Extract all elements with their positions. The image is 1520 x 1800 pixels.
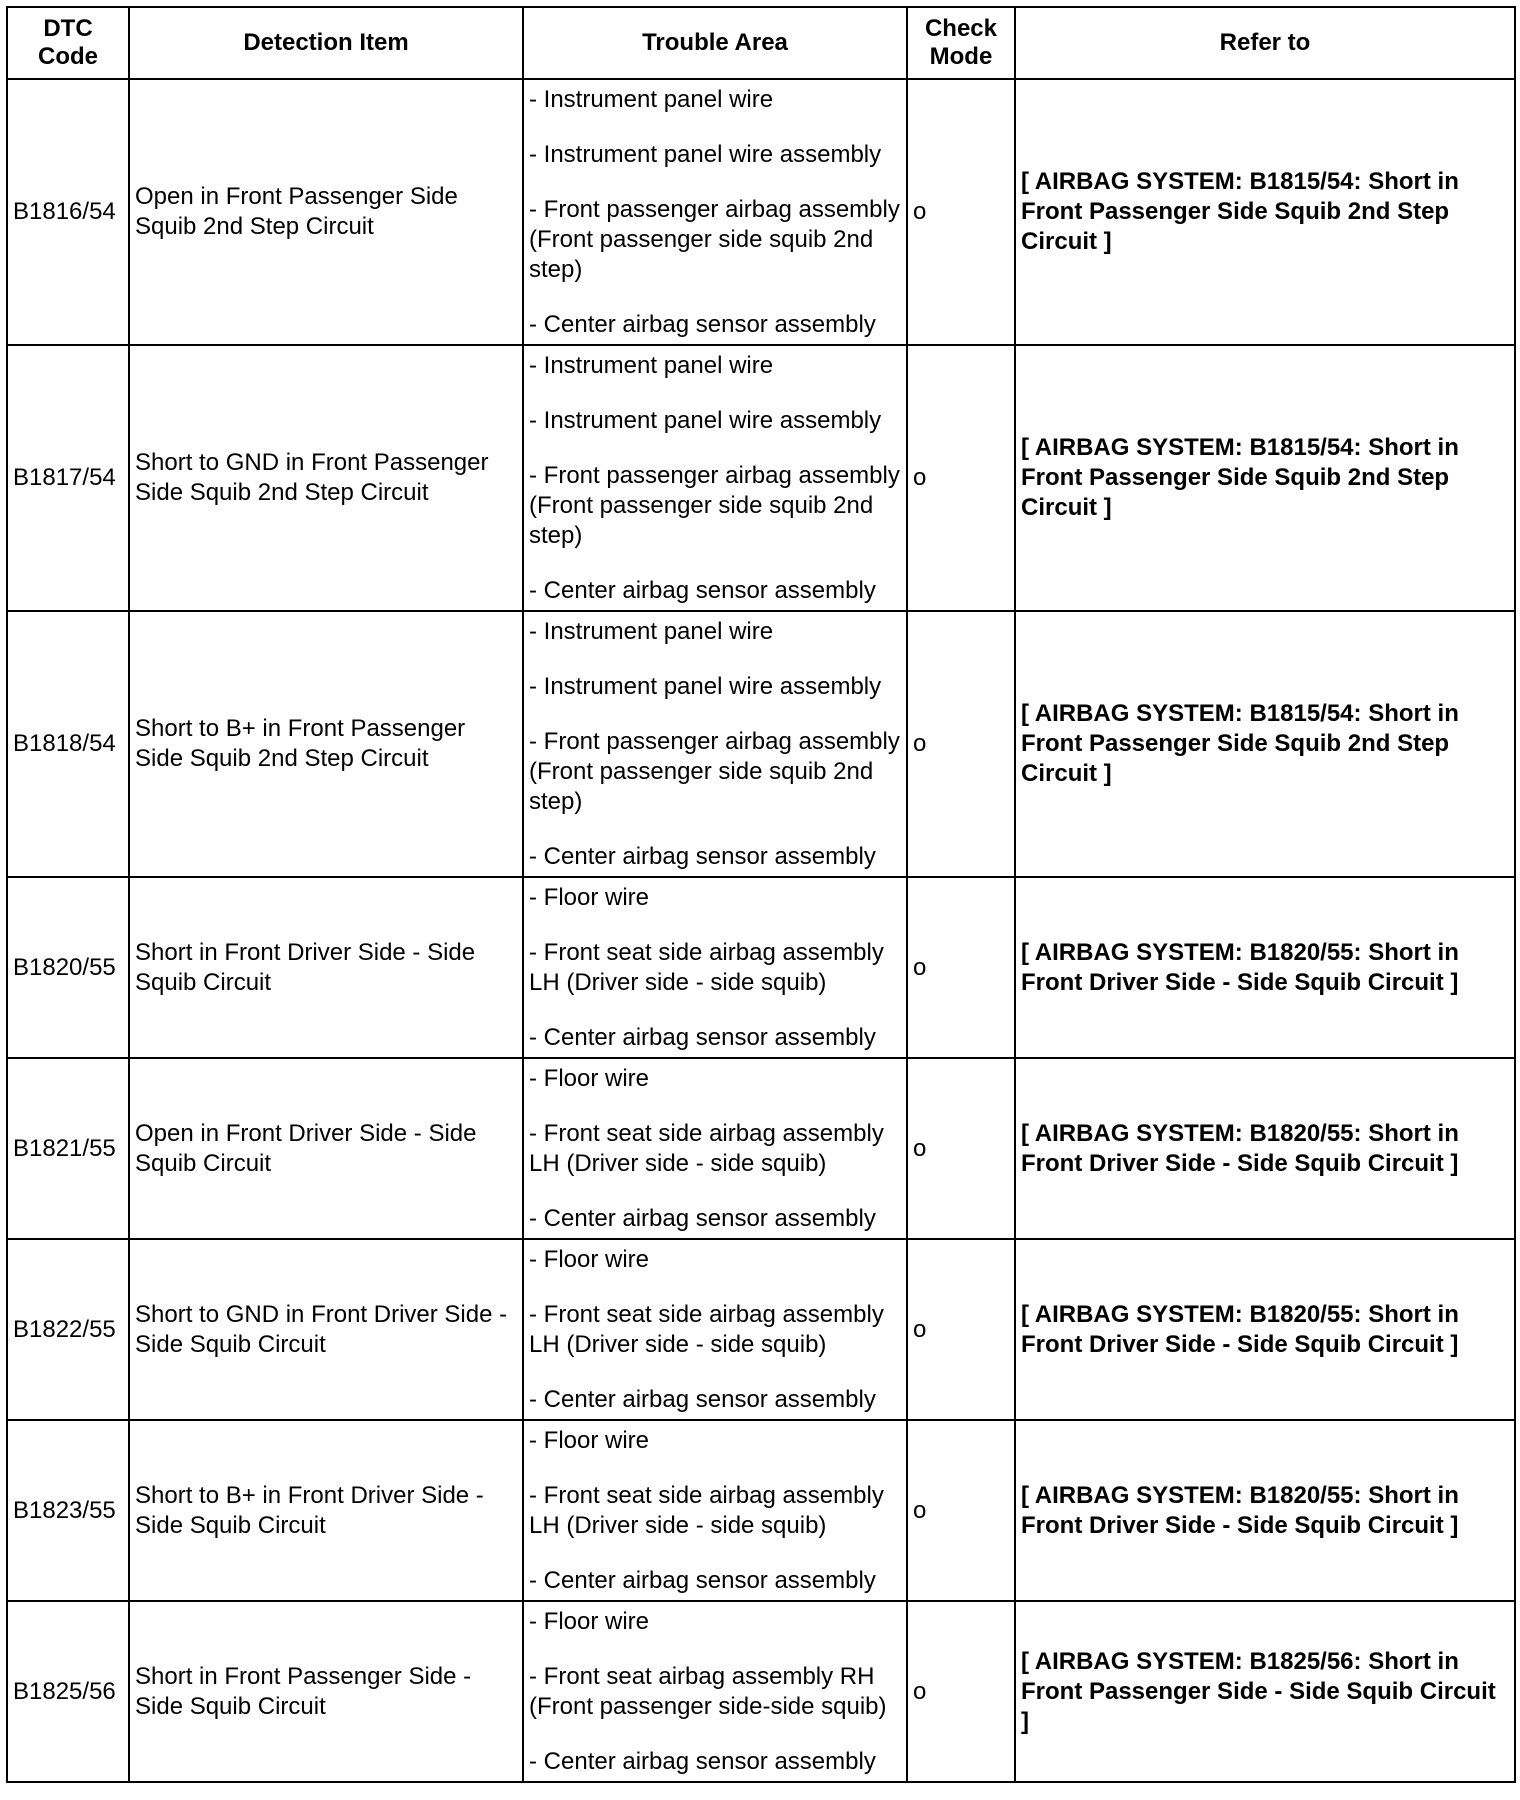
trouble-area-cell (523, 1239, 907, 1420)
refer-to-cell: [ AIRBAG SYSTEM: B1815/54: Short in Front Passenger Side Squib 2nd Step Circuit ] (1015, 345, 1515, 611)
trouble-area-item: - Center airbag sensor assembly (529, 576, 876, 604)
dtc-code-cell: B1825/56 (7, 1601, 129, 1782)
table-body (7, 79, 1515, 1782)
trouble-area-item: - Center airbag sensor assembly (529, 1204, 876, 1232)
trouble-area-item: - Floor wire (529, 1607, 650, 1635)
trouble-area-item: - Instrument panel wire assembly (529, 406, 882, 434)
table-row (7, 1601, 1515, 1782)
refer-to-cell: [ AIRBAG SYSTEM: B1825/56: Short in Front Passenger Side - Side Squib Circuit ] (1015, 1601, 1515, 1782)
dtc-table-page (6, 6, 1514, 1783)
trouble-area-cell (523, 611, 907, 877)
table-row (7, 611, 1515, 877)
trouble-area-item: - Front seat side airbag assembly LH (Driver side - side squib) (529, 1481, 884, 1539)
trouble-area-item: - Floor wire (529, 1426, 650, 1454)
trouble-area-item: - Instrument panel wire assembly (529, 140, 882, 168)
header-trouble-area: Trouble Area (523, 7, 907, 79)
trouble-area-item: - Center airbag sensor assembly (529, 1566, 876, 1594)
header-check-mode-text: Check Mode (924, 15, 998, 70)
header-refer-to: Refer to (1015, 7, 1515, 79)
refer-to-cell: [ AIRBAG SYSTEM: B1815/54: Short in Front Passenger Side Squib 2nd Step Circuit ] (1015, 611, 1515, 877)
trouble-area-item: - Front seat side airbag assembly LH (Driver side - side squib) (529, 938, 884, 996)
trouble-area-cell (523, 1420, 907, 1601)
trouble-area-item: - Center airbag sensor assembly (529, 842, 876, 870)
dtc-code-cell: B1816/54 (7, 79, 129, 345)
check-mode-cell: o (907, 611, 1015, 877)
header-check-mode (907, 7, 1015, 79)
trouble-area-item: - Front seat side airbag assembly LH (Driver side - side squib) (529, 1119, 884, 1177)
header-detection-item: Detection Item (129, 7, 523, 79)
refer-to-cell: [ AIRBAG SYSTEM: B1820/55: Short in Front Driver Side - Side Squib Circuit ] (1015, 1239, 1515, 1420)
detection-item-cell: Short to GND in Front Passenger Side Squib 2nd Step Circuit (129, 345, 523, 611)
dtc-code-cell: B1822/55 (7, 1239, 129, 1420)
trouble-area-cell (523, 345, 907, 611)
header-dtc-code-line1: DTC Code (38, 15, 98, 70)
trouble-area-cell (523, 1601, 907, 1782)
trouble-area-item: - Floor wire (529, 883, 650, 911)
refer-to-cell: [ AIRBAG SYSTEM: B1815/54: Short in Front Passenger Side Squib 2nd Step Circuit ] (1015, 79, 1515, 345)
trouble-area-item: - Center airbag sensor assembly (529, 1023, 876, 1051)
check-mode-cell: o (907, 1239, 1015, 1420)
table-row (7, 1239, 1515, 1420)
table-row (7, 1420, 1515, 1601)
check-mode-cell: o (907, 877, 1015, 1058)
refer-to-cell: [ AIRBAG SYSTEM: B1820/55: Short in Front Driver Side - Side Squib Circuit ] (1015, 877, 1515, 1058)
detection-item-cell: Open in Front Passenger Side Squib 2nd Step Circuit (129, 79, 523, 345)
refer-to-cell: [ AIRBAG SYSTEM: B1820/55: Short in Front Driver Side - Side Squib Circuit ] (1015, 1420, 1515, 1601)
check-mode-cell: o (907, 1420, 1015, 1601)
trouble-area-item: - Instrument panel wire (529, 617, 774, 645)
dtc-code-cell: B1821/55 (7, 1058, 129, 1239)
trouble-area-item: - Instrument panel wire assembly (529, 672, 882, 700)
detection-item-cell: Short to B+ in Front Driver Side - Side Squib Circuit (129, 1420, 523, 1601)
trouble-area-item: - Floor wire (529, 1245, 650, 1273)
check-mode-cell: o (907, 1058, 1015, 1239)
table-row (7, 877, 1515, 1058)
check-mode-cell: o (907, 1601, 1015, 1782)
dtc-code-cell: B1823/55 (7, 1420, 129, 1601)
trouble-area-item: - Front passenger airbag assembly (Front passenger side squib 2nd step) (529, 727, 900, 815)
trouble-area-item: - Front seat airbag assembly RH (Front passenger side-side squib) (529, 1662, 887, 1720)
trouble-area-item: - Center airbag sensor assembly (529, 1385, 876, 1413)
trouble-area-item: - Instrument panel wire (529, 85, 774, 113)
detection-item-cell: Short in Front Passenger Side - Side Squib Circuit (129, 1601, 523, 1782)
dtc-code-cell: B1817/54 (7, 345, 129, 611)
table-header-row (7, 7, 1515, 79)
table-row (7, 1058, 1515, 1239)
dtc-table (6, 6, 1516, 1783)
dtc-code-cell: B1820/55 (7, 877, 129, 1058)
trouble-area-item: - Instrument panel wire (529, 351, 774, 379)
trouble-area-cell (523, 877, 907, 1058)
detection-item-cell: Short in Front Driver Side - Side Squib Circuit (129, 877, 523, 1058)
trouble-area-item: - Front passenger airbag assembly (Front passenger side squib 2nd step) (529, 195, 900, 283)
trouble-area-item: - Center airbag sensor assembly (529, 1747, 876, 1775)
table-row (7, 79, 1515, 345)
check-mode-cell: o (907, 79, 1015, 345)
trouble-area-cell (523, 79, 907, 345)
table-row (7, 345, 1515, 611)
trouble-area-cell (523, 1058, 907, 1239)
header-dtc-code (7, 7, 129, 79)
detection-item-cell: Short to GND in Front Driver Side - Side Squib Circuit (129, 1239, 523, 1420)
check-mode-cell: o (907, 345, 1015, 611)
refer-to-cell: [ AIRBAG SYSTEM: B1820/55: Short in Front Driver Side - Side Squib Circuit ] (1015, 1058, 1515, 1239)
detection-item-cell: Short to B+ in Front Passenger Side Squib 2nd Step Circuit (129, 611, 523, 877)
trouble-area-item: - Floor wire (529, 1064, 650, 1092)
trouble-area-item: - Center airbag sensor assembly (529, 310, 876, 338)
trouble-area-item: - Front seat side airbag assembly LH (Driver side - side squib) (529, 1300, 884, 1358)
dtc-code-cell: B1818/54 (7, 611, 129, 877)
detection-item-cell: Open in Front Driver Side - Side Squib Circuit (129, 1058, 523, 1239)
trouble-area-item: - Front passenger airbag assembly (Front passenger side squib 2nd step) (529, 461, 900, 549)
